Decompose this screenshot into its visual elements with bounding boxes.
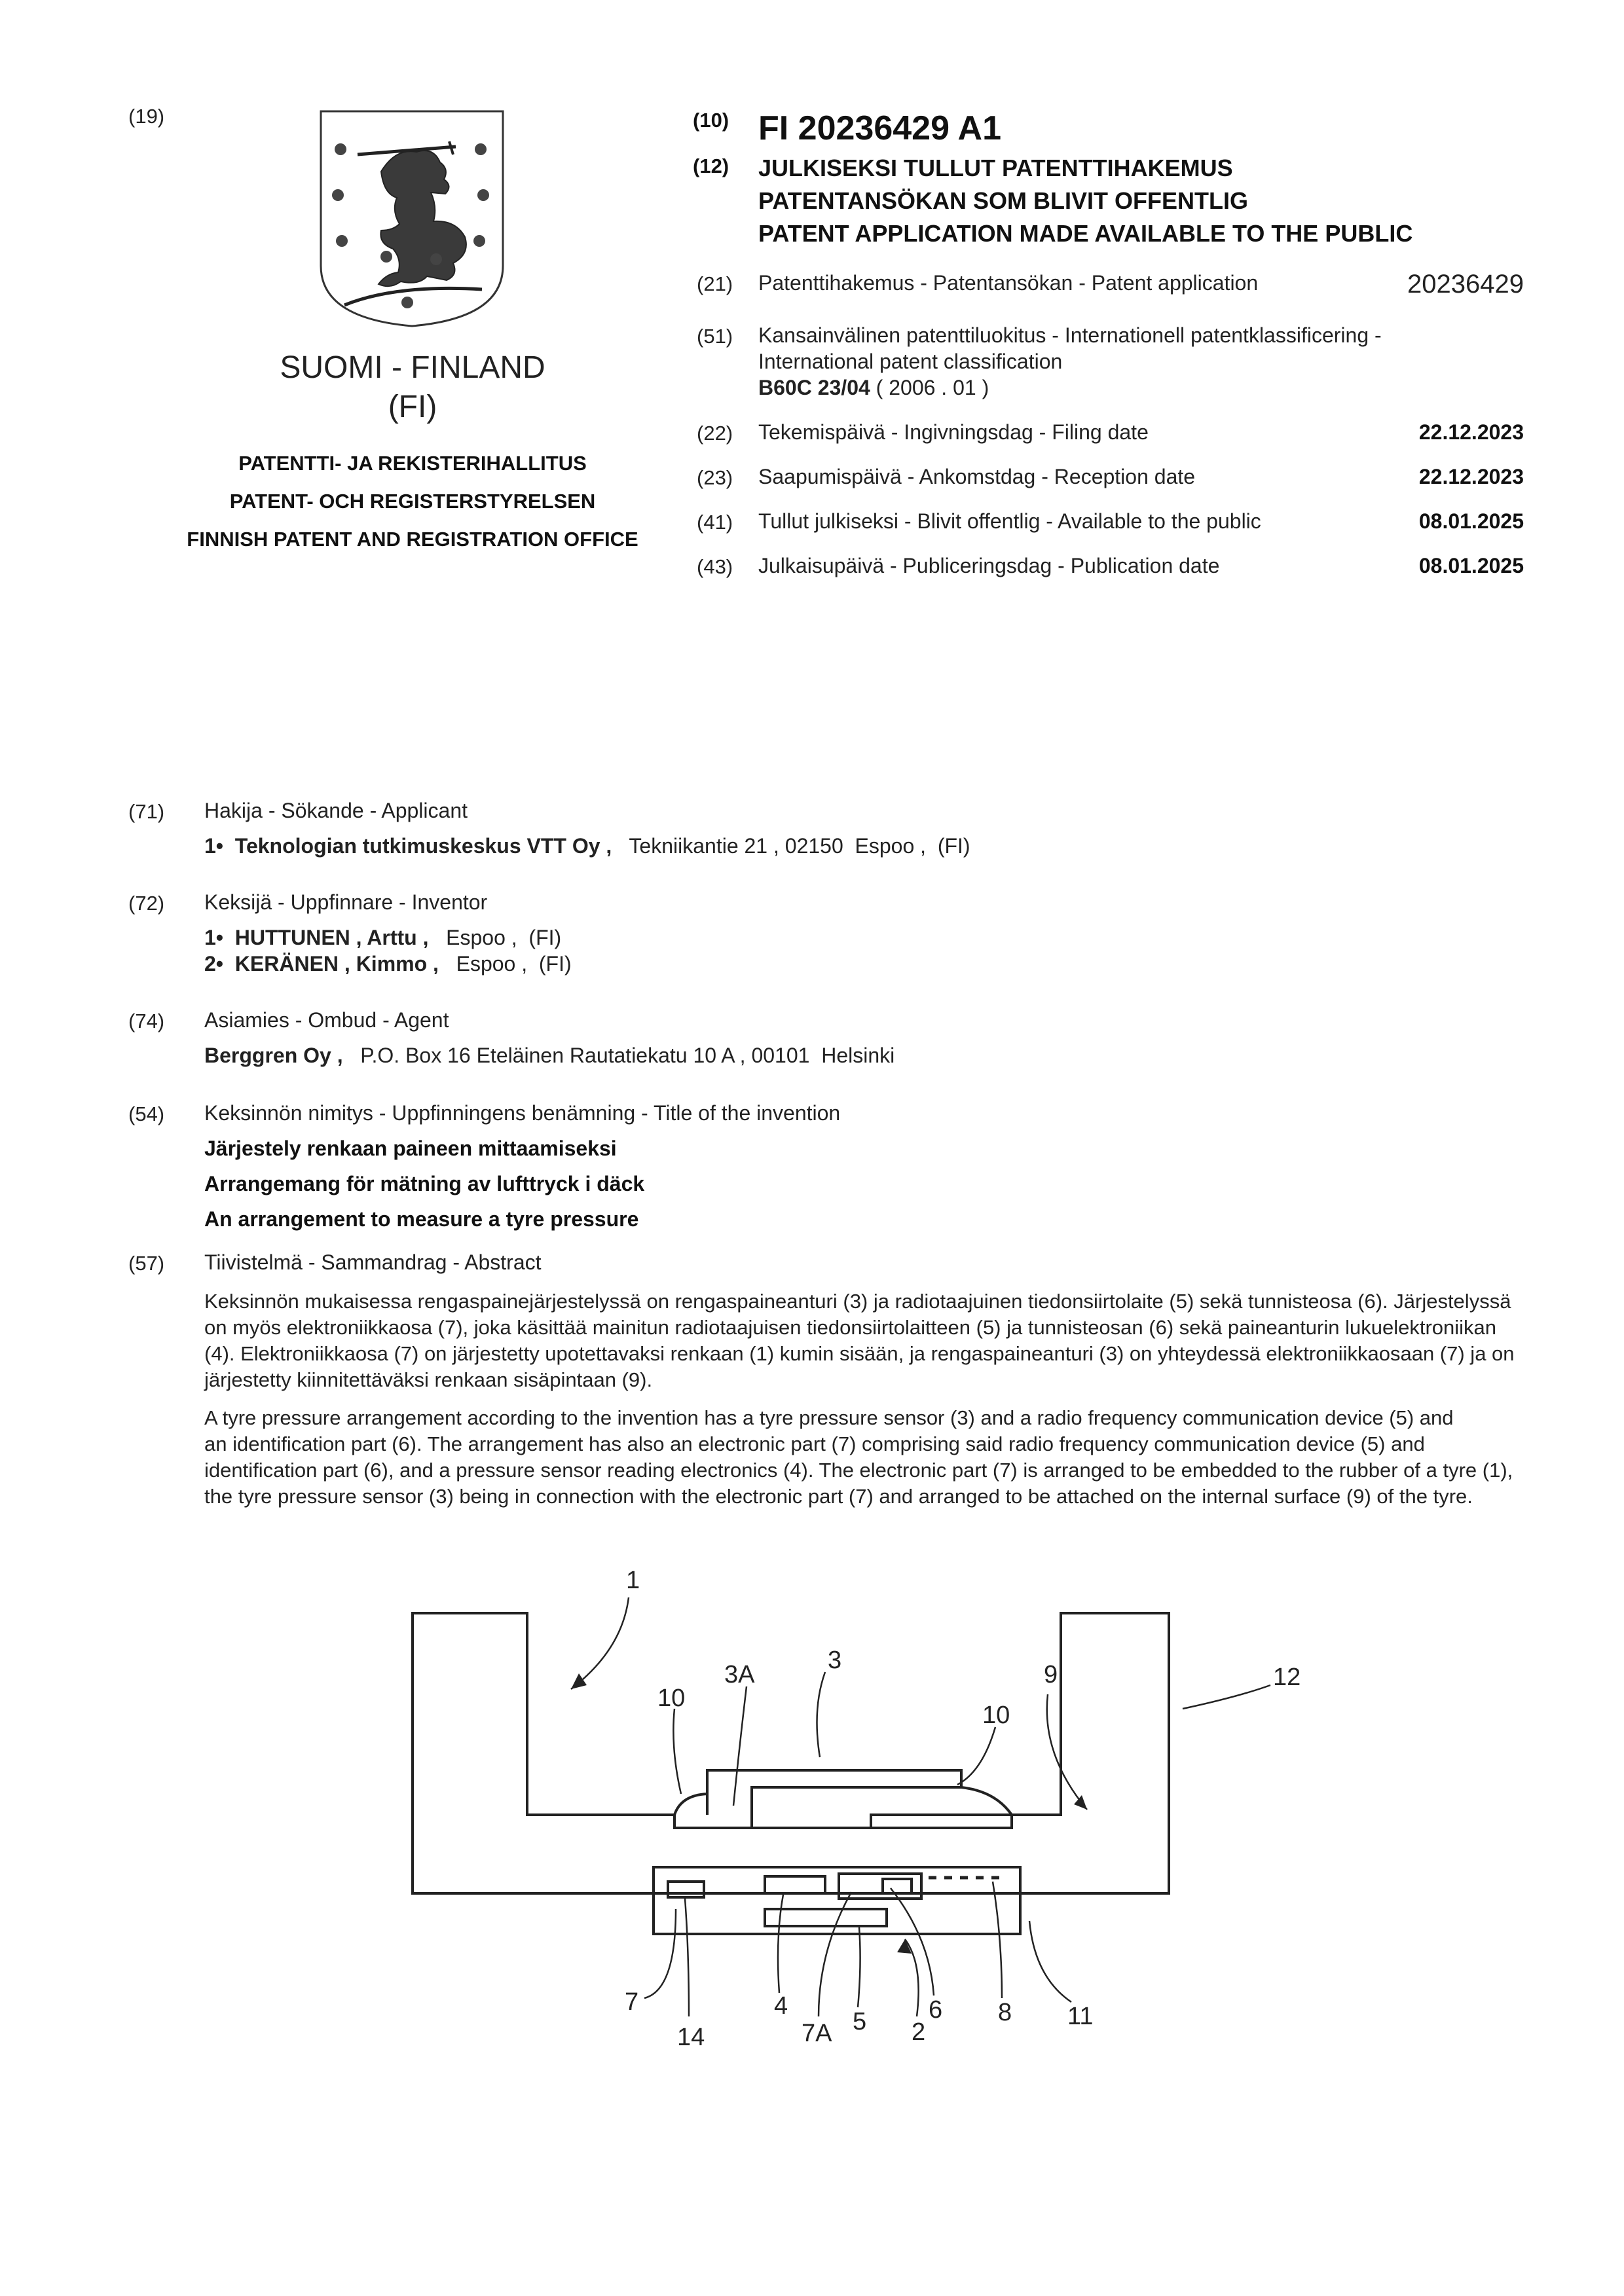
- abstract-en-line: the tyre pressure sensor (3) being in connection with the electronic part (7) and arranged to be attached on the internal surface (9) of the tyre.: [204, 1485, 1473, 1508]
- component-5: [765, 1909, 887, 1926]
- label-12: 12: [1273, 1664, 1301, 1691]
- leader-14: [685, 1899, 689, 2016]
- inventor-1-address: Espoo , (FI): [446, 926, 562, 949]
- applicant-number: 1•: [204, 834, 223, 858]
- document-kind-sv: PATENTANSÖKAN SOM BLIVIT OFFENTLIG: [758, 187, 1248, 214]
- abstract-en-line: A tyre pressure arrangement according to the invention has a tyre pressure sensor (3) and a radio frequency communication device (5) and: [204, 1406, 1454, 1429]
- agent-label: Asiamies - Ombud - Agent: [204, 1008, 449, 1032]
- inventor-1-number: 1•: [204, 926, 223, 949]
- label-2: 2: [912, 2018, 926, 2046]
- leader-6: [891, 1888, 934, 1995]
- title-fi: Järjestely renkaan paineen mittaamiseksi: [204, 1137, 617, 1160]
- office-name-en: FINNISH PATENT AND REGISTRATION OFFICE: [187, 528, 638, 551]
- abstract-en-line: identification part (6), and a pressure sensor reading electronics (4). The electronic part (7) is arranged to be embedded to the rubber of a tyre (1),: [204, 1459, 1513, 1482]
- component-6-inner: [883, 1879, 912, 1893]
- inventor-2-number: 2•: [204, 952, 223, 975]
- title-label: Keksinnön nimitys - Uppfinningens benämning - Title of the invention: [204, 1101, 841, 1125]
- leader-7: [644, 1909, 676, 1998]
- abstract-fi-line: on myös elektroniikkaosa (7), joka käsittää mainitun radiotaajuisen tiedonsiirtolaitteen (5) ja tunnisteosan (6) sekä paineanturin lukuelektroniikan: [204, 1316, 1497, 1339]
- ipc-classification: [758, 376, 989, 400]
- application-number: 20236429: [1407, 270, 1524, 299]
- country-code: (FI): [388, 390, 437, 424]
- leader-7A: [819, 1892, 851, 2016]
- country-name: SUOMI - FINLAND: [280, 350, 545, 385]
- sensor-housing: [707, 1770, 961, 1815]
- applicant-name: Teknologian tutkimuskeskus VTT Oy ,: [234, 834, 612, 858]
- label-8: 8: [998, 1999, 1012, 2026]
- left-fillet: [674, 1794, 707, 1815]
- inid-code-41: (41): [697, 511, 733, 534]
- label-3A: 3A: [724, 1661, 755, 1688]
- leader-10b: [957, 1727, 995, 1785]
- ipc-label-line2: International patent classification: [758, 350, 1063, 373]
- inid-code-71: (71): [128, 800, 165, 823]
- abstract-fi-line: järjestetty kiinnitettäväksi renkaan sisäpintaan (9).: [204, 1368, 653, 1391]
- inventor-entry-2: [204, 952, 572, 976]
- leader-3A: [733, 1686, 747, 1806]
- inid-code-74: (74): [128, 1010, 165, 1032]
- abstract-fi-line: Keksinnön mukaisessa rengaspainejärjestelyssä on rengaspaineanturi (3) ja radiotaajuinen tiedonsiirtolaite (5) sekä tunnisteosa (6). Järjestelyssä: [204, 1290, 1511, 1313]
- inid-code-51: (51): [697, 325, 733, 348]
- leader-3: [817, 1672, 826, 1757]
- label-9: 9: [1044, 1661, 1058, 1688]
- arrowhead-1: [571, 1673, 587, 1689]
- agent-name: Berggren Oy ,: [204, 1044, 343, 1067]
- inid-code-57: (57): [128, 1252, 165, 1275]
- inid-code-22: (22): [697, 422, 733, 445]
- leader-10a: [673, 1709, 681, 1794]
- filing-date-label: Tekemispäivä - Ingivningsdag - Filing date: [758, 420, 1149, 444]
- abstract-fi-line: (4). Elektroniikkaosa (7) on järjestetty upotettavaksi renkaan (1) kumin sisään, ja rengaspaineanturi (3) on yhteydessä elektroniikkaosaan (7) ja on: [204, 1342, 1515, 1365]
- patent-drawing: [393, 1545, 1310, 2056]
- inventor-entry-1: [204, 926, 561, 950]
- abstract-fi: [204, 1288, 1527, 1393]
- abstract-en-line: an identification part (6). The arrangement has also an electronic part (7) comprising said radio frequency communication device (5) and: [204, 1432, 1425, 1455]
- publication-number: FI 20236429 A1: [758, 109, 1002, 147]
- inventor-1-name: HUTTUNEN , Arttu ,: [234, 926, 429, 949]
- leader-9: [1047, 1694, 1087, 1810]
- sensor-body: [752, 1787, 1012, 1828]
- component-4: [765, 1876, 825, 1893]
- public-date: 08.01.2025: [1418, 509, 1524, 533]
- document-kind-en: PATENT APPLICATION MADE AVAILABLE TO THE PUBLIC: [758, 220, 1413, 247]
- label-4: 4: [774, 1992, 788, 2020]
- label-5: 5: [853, 2008, 867, 2035]
- inid-code-10: (10): [693, 109, 729, 132]
- abstract-en: [204, 1405, 1527, 1510]
- component-6: [839, 1874, 921, 1899]
- inventor-label: Keksijä - Uppfinnare - Inventor: [204, 890, 488, 914]
- label-10b: 10: [982, 1702, 1010, 1729]
- agent-entry: [204, 1044, 895, 1068]
- label-7: 7: [625, 1988, 639, 2016]
- inid-code-23: (23): [697, 466, 733, 489]
- ipc-label-line1: Kansainvälinen patenttiluokitus - Internationell patentklassificering -: [758, 323, 1382, 347]
- leader-8: [993, 1882, 1002, 1998]
- title-en: An arrangement to measure a tyre pressure: [204, 1207, 639, 1231]
- component-14: [668, 1882, 704, 1897]
- document-kind-fi: JULKISEKSI TULLUT PATENTTIHAKEMUS: [758, 155, 1233, 181]
- reception-date: 22.12.2023: [1418, 465, 1524, 488]
- ipc-version: ( 2006 . 01 ): [876, 376, 989, 399]
- tyre-outline: [413, 1613, 1169, 1893]
- applicant-address: Tekniikantie 21 , 02150 Espoo , (FI): [629, 834, 970, 858]
- label-14: 14: [677, 2024, 705, 2051]
- title-sv: Arrangemang för mätning av lufttryck i däck: [204, 1172, 645, 1195]
- finland-coat-of-arms: [318, 109, 506, 329]
- inid-code-12: (12): [693, 155, 729, 177]
- office-name-fi: PATENTTI- JA REKISTERIHALLITUS: [238, 452, 587, 475]
- inid-code-21: (21): [697, 272, 733, 295]
- leader-5: [858, 1927, 860, 2007]
- arrowhead-9: [1074, 1795, 1087, 1810]
- inid-code-19: (19): [128, 105, 165, 128]
- applicant-entry: [204, 834, 970, 858]
- application-label: Patenttihakemus - Patentansökan - Patent application: [758, 271, 1259, 295]
- label-1: 1: [626, 1567, 640, 1594]
- label-10a: 10: [657, 1685, 686, 1712]
- label-3: 3: [828, 1647, 842, 1674]
- inventor-2-address: Espoo , (FI): [456, 952, 572, 975]
- inid-code-72: (72): [128, 892, 165, 915]
- leader-12: [1183, 1685, 1270, 1709]
- ipc-class: B60C 23/04: [758, 376, 870, 399]
- publication-date-label: Julkaisupäivä - Publiceringsdag - Publication date: [758, 554, 1220, 577]
- inventor-2-name: KERÄNEN , Kimmo ,: [234, 952, 439, 975]
- public-date-label: Tullut julkiseksi - Blivit offentlig - Available to the public: [758, 509, 1261, 533]
- applicant-label: Hakija - Sökande - Applicant: [204, 799, 468, 822]
- inid-code-43: (43): [697, 555, 733, 578]
- abstract-label: Tiivistelmä - Sammandrag - Abstract: [204, 1250, 542, 1274]
- label-6: 6: [929, 1996, 943, 2024]
- inid-code-54: (54): [128, 1102, 165, 1125]
- label-11: 11: [1067, 2003, 1094, 2030]
- reception-date-label: Saapumispäivä - Ankomstdag - Reception date: [758, 465, 1196, 488]
- label-7A: 7A: [802, 2020, 832, 2047]
- filing-date: 22.12.2023: [1418, 420, 1524, 444]
- agent-address: P.O. Box 16 Eteläinen Rautatiekatu 10 A , 00101 Helsinki: [360, 1044, 895, 1067]
- leader-11: [1029, 1921, 1071, 2002]
- publication-date: 08.01.2025: [1418, 554, 1524, 577]
- office-name-sv: PATENT- OCH REGISTERSTYRELSEN: [229, 490, 596, 513]
